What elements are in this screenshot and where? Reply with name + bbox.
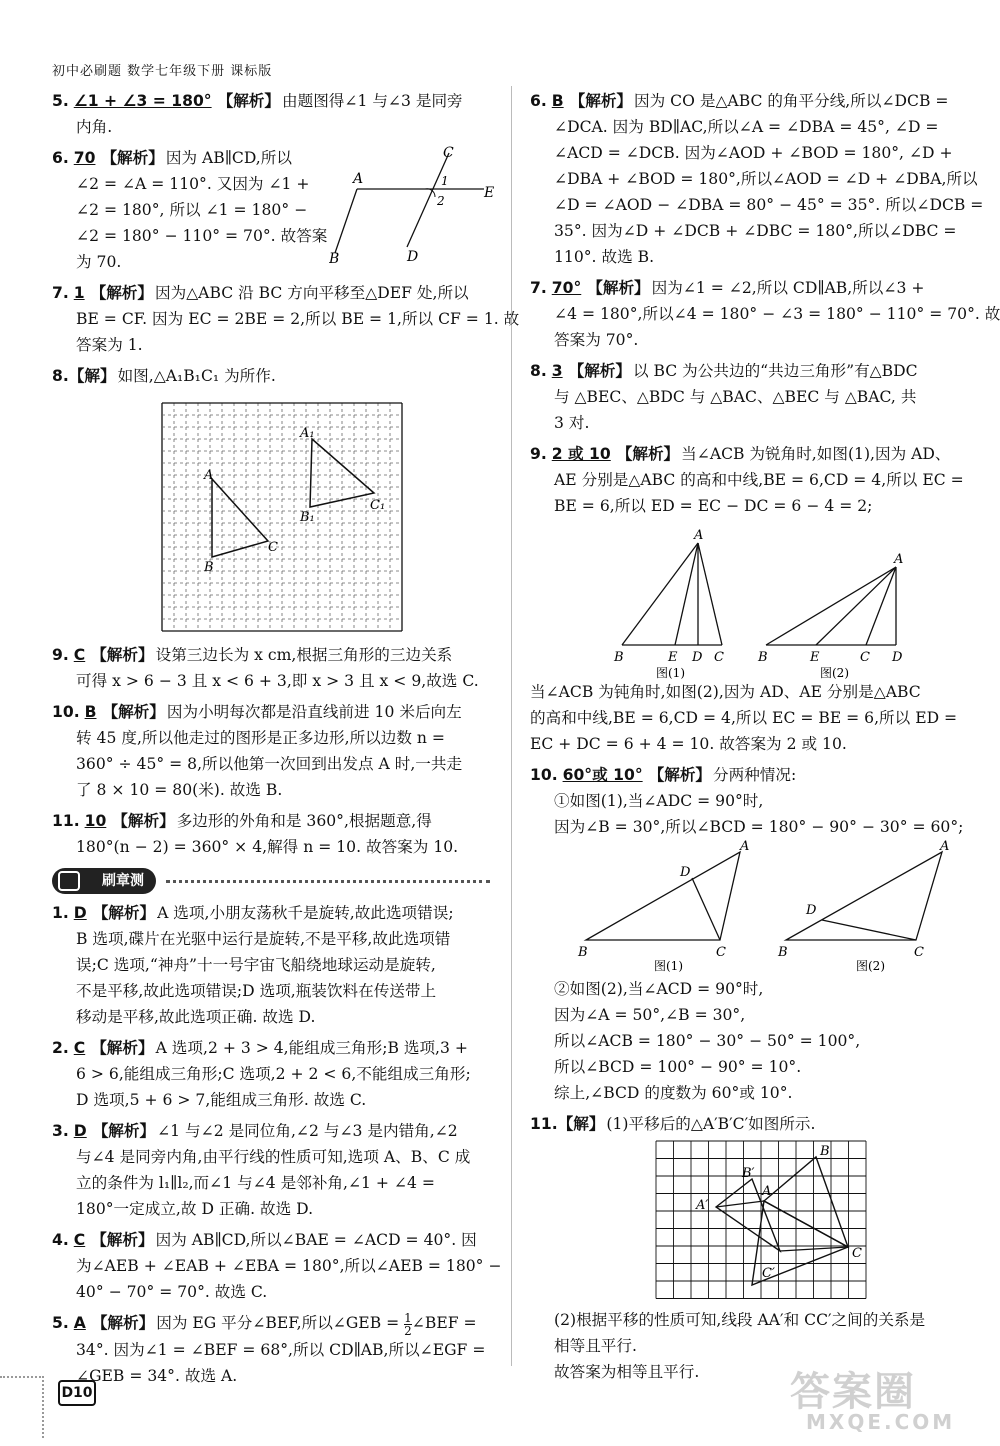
answer-value: A <box>73 1314 86 1332</box>
item-number: 9. <box>52 646 69 664</box>
fig-label: C <box>914 945 924 960</box>
fig-label: B <box>758 650 768 665</box>
triangle-figures-q10 <box>530 840 972 976</box>
answer-text: 为 70. <box>76 253 122 271</box>
watermark-url: MXQE.COM <box>806 1410 956 1434</box>
answer-c2 <box>52 1035 494 1113</box>
answer-value: ∠1 + ∠3 = 180° <box>73 92 212 110</box>
fig-label: B <box>820 1144 830 1159</box>
answer-text: 因为 CO 是△ABC 的角平分线,所以∠DCB = <box>634 92 949 110</box>
side-ac <box>866 567 896 645</box>
fig-label: B <box>204 560 214 575</box>
fig-label: C <box>716 945 726 960</box>
answer-text: 故答案为相等且平行. <box>554 1363 700 1381</box>
page-number: D10 <box>58 1380 96 1406</box>
answer-value: C <box>73 1039 86 1057</box>
figure-1 <box>577 840 749 973</box>
answer-value: D <box>73 1122 87 1140</box>
fig-label: C <box>860 650 870 665</box>
item-number: 1. <box>52 904 69 922</box>
answer-text: BE = CF. 因为 EC = 2BE = 2,所以 BE = 1,所以 CF = 1. 故 <box>76 310 520 328</box>
analysis-tag: 【解析】 <box>569 92 633 110</box>
answer-text: ∠2 = ∠A = 110°. 又因为 ∠1 + <box>76 175 310 193</box>
triangle-figures-q9 <box>530 519 972 679</box>
answer-text: (1)平移后的△A′B′C′如图所示. <box>606 1115 816 1133</box>
analysis-tag: 【解析】 <box>91 1314 155 1332</box>
analysis-tag: 【解析】 <box>102 703 165 721</box>
answer-c10 <box>530 762 972 1106</box>
section-label: 刷章测 <box>102 873 144 889</box>
answer-text: 转 45 度,所以他走过的图形是正多边形,所以边数 n = <box>76 729 445 747</box>
fig-caption: 图(2) <box>820 666 849 679</box>
answer-text: ∠DBA + ∠BOD = 180°,所以∠AOD = ∠D + ∠DBA,所以 <box>554 170 978 188</box>
fig-caption: 图(1) <box>654 959 683 973</box>
answer-text: ∠D = ∠AOD − ∠DBA = 80° − 45° = 35°. 所以∠DCB = <box>554 196 984 214</box>
fig-label: A <box>353 171 364 187</box>
answer-value: 3 <box>551 362 563 380</box>
fig-label: C <box>443 145 454 161</box>
triangle-abc <box>764 1157 848 1247</box>
answer-text: 当∠ACB 为钝角时,如图(2),因为 AD、AE 分别是△ABC <box>530 683 921 701</box>
answer-text: 与 △BEC、△BDC 与 △BAC、△BEC 与 △BAC, 共 <box>554 388 917 406</box>
answer-l7 <box>52 280 520 358</box>
fig-label: B′ <box>742 1166 755 1181</box>
answer-text: 110°. 故选 B. <box>554 248 655 266</box>
fig-label: B <box>578 945 588 960</box>
answer-text: A 选项,2 + 3 > 4,能组成三角形;B 选项,3 + <box>155 1039 468 1057</box>
analysis-tag: 【解析】 <box>90 284 153 302</box>
answer-text: ∠2 = 180° − 110° = 70°. 故答案 <box>76 227 328 245</box>
fig-label: D <box>806 903 817 918</box>
answer-text: 立的条件为 l₁∥l₂,而∠1 与∠4 是邻补角,∠1 + ∠4 = <box>76 1174 435 1192</box>
answer-text: 相等且平行. <box>554 1337 637 1355</box>
answer-text: 当∠ACB 为锐角时,如图(1),因为 AD、 <box>681 445 951 463</box>
fig-caption: 图(1) <box>656 666 685 679</box>
answer-l6 <box>52 145 494 275</box>
analysis-tag: 【解析】 <box>91 1039 154 1057</box>
answer-text: 因为∠A = 50°,∠B = 30°, <box>554 1006 746 1024</box>
answer-text: 为∠AEB + ∠EAB + ∠EBA = 180°,所以∠AEB = 180° − <box>76 1257 502 1275</box>
figure-2 <box>757 552 903 679</box>
fig-label: A′ <box>696 1198 709 1213</box>
answer-text: ∠DCA. 因为 BD∥AC,所以∠A = ∠DBA = 45°, ∠D = <box>554 118 939 136</box>
fig-label: A <box>740 840 750 854</box>
fig-label: A <box>894 552 904 567</box>
fig-label: C₁ <box>370 498 386 513</box>
analysis-tag: 【解】 <box>68 367 116 385</box>
answer-c1 <box>52 900 494 1030</box>
answer-value: D <box>73 904 87 922</box>
answer-c4 <box>52 1227 502 1305</box>
fig-label: 1 <box>441 174 449 188</box>
triangle-abc <box>786 852 942 940</box>
fig-label: D <box>692 650 703 665</box>
answer-value: C <box>73 1231 86 1249</box>
answer-text: 由题图得∠1 与∠3 是同旁 <box>282 92 463 110</box>
analysis-tag: 【解析】 <box>587 279 650 297</box>
answer-text: 180°一定成立,故 D 正确. 故选 D. <box>76 1200 314 1218</box>
fig-label: 2 <box>437 194 445 208</box>
median-ae <box>816 567 896 645</box>
answer-c9 <box>530 441 972 757</box>
answer-c5 <box>52 1310 494 1389</box>
answer-text: 综上,∠BCD 的度数为 60°或 10°. <box>554 1084 793 1102</box>
analysis-tag: 【解析】 <box>648 766 712 784</box>
answer-l5 <box>52 88 494 140</box>
answer-text: 以 BC 为公共边的“共边三角形”有△BDC <box>633 362 918 380</box>
analysis-tag: 【解析】 <box>112 812 175 830</box>
fig-label: A <box>940 840 950 854</box>
fraction-one-half <box>404 1312 412 1337</box>
figure-2 <box>777 840 949 973</box>
answer-text: 移动是平移,故此选项正确. 故选 D. <box>76 1008 316 1026</box>
segment-cd <box>692 878 720 940</box>
item-number: 11. <box>52 812 80 830</box>
fig-label: A <box>762 1184 772 1199</box>
answer-text: 40° − 70° = 70°. 故选 C. <box>76 1283 268 1301</box>
answer-value: 70° <box>551 279 582 297</box>
fig-label: A₁ <box>300 426 315 441</box>
item-number: 6. <box>52 149 69 167</box>
answer-c8 <box>530 358 972 436</box>
page-header: 初中必刷题 数学七年级下册 课标版 <box>52 64 273 79</box>
answer-text: 34°. 因为∠1 = ∠BEF = 68°,所以 CD∥AB,所以∠EGF = <box>76 1340 486 1359</box>
item-number: 5. <box>52 1314 69 1332</box>
answer-text: 因为∠B = 30°,所以∠BCD = 180° − 90° − 30° = 60°; <box>554 818 964 836</box>
item-number: 9. <box>530 445 547 463</box>
answer-value: 10 <box>84 812 107 830</box>
answer-text: 可得 x > 6 − 3 且 x < 6 + 3,即 x > 3 且 x < 9,故选 C. <box>76 672 479 690</box>
answer-text: 了 8 × 10 = 80(米). 故选 B. <box>76 781 283 799</box>
item-number: 5. <box>52 92 69 110</box>
analysis-tag: 【解析】 <box>92 904 156 922</box>
answer-text: 35°. 因为∠D + ∠DCB + ∠DBC = 180°,所以∠DBC = <box>554 222 957 240</box>
answer-text: B 选项,碟片在光驱中运行是旋转,不是平移,故此选项错 <box>76 930 451 948</box>
segment-cd <box>822 920 916 940</box>
analysis-tag: 【解】 <box>557 1115 605 1133</box>
corner-dotted-frame <box>0 1376 44 1438</box>
item-number: 7. <box>52 284 69 302</box>
answer-text: 360° ÷ 45° = 8,所以他第一次回到出发点 A 时,一共走 <box>76 755 463 773</box>
answer-text: ∠2 = 180°, 所以 ∠1 = 180° − <box>76 201 308 219</box>
item-number: 7. <box>530 279 547 297</box>
answer-text: 因为 EG 平分∠BEF,所以∠GEB = <box>156 1314 400 1332</box>
answer-text: ∠GEB = 34°. 故选 A. <box>76 1366 238 1385</box>
analysis-tag: 【解析】 <box>92 1122 156 1140</box>
answer-text: 6 > 6,能组成三角形;C 选项,2 + 2 < 6,不能组成三角形; <box>76 1065 471 1083</box>
item-number: 11. <box>530 1115 558 1133</box>
answer-text: 多边形的外角和是 360°,根据题意,得 <box>176 812 432 830</box>
answer-text: 3 对. <box>554 414 590 432</box>
answer-text: D 选项,5 + 6 > 7,能组成三角形. 故选 C. <box>76 1091 367 1109</box>
figure-1 <box>613 528 724 679</box>
fig-label: B <box>329 251 340 265</box>
answer-c11 <box>530 1111 972 1385</box>
analysis-tag: 【解析】 <box>616 445 680 463</box>
item-number: 10. <box>52 703 80 721</box>
fig-label: A <box>694 528 704 543</box>
fig-caption: 图(2) <box>856 959 885 973</box>
section-dotted-rule <box>166 880 490 883</box>
answer-text: 因为 AB∥CD,所以 <box>165 149 292 167</box>
left-column <box>52 88 520 1394</box>
item-number: 4. <box>52 1231 69 1249</box>
fig-label: E <box>484 185 494 201</box>
answer-text: 内角. <box>76 118 113 136</box>
fig-label: B <box>778 945 788 960</box>
answer-l10 <box>52 699 494 803</box>
fig-label: E <box>810 650 820 665</box>
answer-text: 因为 AB∥CD,所以∠BAE = ∠ACD = 40°. 因 <box>155 1231 477 1249</box>
answer-text: ∠ACD = ∠DCB. 因为∠AOD + ∠BOD = 180°, ∠D + <box>554 144 953 162</box>
fig-label: B₁ <box>300 510 315 525</box>
item-number: 8. <box>52 367 69 385</box>
answer-value: 2 或 10 <box>551 445 611 463</box>
grid-translation-figure-11 <box>530 1137 972 1307</box>
answer-c7 <box>530 275 1000 353</box>
answer-text: 分两种情况: <box>713 766 797 784</box>
item-number: 8. <box>530 362 547 380</box>
answer-c3 <box>52 1118 494 1222</box>
triangle-a1b1c1 <box>310 439 374 507</box>
fig-label: E <box>668 650 678 665</box>
answer-text: A 选项,小朋友荡秋千是旋转,故此选项错误; <box>157 904 454 922</box>
answer-text: (2)根据平移的性质可知,线段 AA′和 CC′之间的关系是 <box>554 1311 926 1329</box>
analysis-tag: 【解析】 <box>101 149 164 167</box>
fig-label: D <box>407 249 419 265</box>
brush-icon <box>58 871 80 891</box>
answer-l9 <box>52 642 494 694</box>
section-header-chapter-test <box>52 866 494 896</box>
parallel-lines-figure <box>329 145 494 265</box>
triangle-abc <box>586 852 740 940</box>
fig-label: D <box>680 865 691 880</box>
right-column <box>530 88 1000 1390</box>
triangle-abc <box>212 479 268 557</box>
answer-value: 1 <box>73 284 85 302</box>
answer-text: BE = 6,所以 ED = EC − DC = 6 − 4 = 2; <box>554 497 873 515</box>
column-divider <box>511 86 512 1366</box>
answer-text: ②如图(2),当∠ACD = 90°时, <box>554 980 764 998</box>
fig-label: D <box>892 650 903 665</box>
grid-translation-figure <box>52 389 494 637</box>
answer-l11 <box>52 808 494 860</box>
answer-text: ①如图(1),当∠ADC = 90°时, <box>554 792 764 810</box>
fig-label: C′ <box>762 1266 775 1281</box>
fig-label: B <box>614 650 624 665</box>
answer-text: 180°(n − 2) = 360° × 4,解得 n = 10. 故答案为 10. <box>76 838 459 856</box>
dotted-grid <box>162 403 402 631</box>
answer-value: B <box>84 703 97 721</box>
item-number: 10. <box>530 766 558 784</box>
answer-text: 答案为 1. <box>76 336 143 354</box>
answer-value: 60°或 10° <box>562 766 643 784</box>
fig-label: C <box>852 1246 862 1261</box>
answer-text: AE 分别是△ABC 的高和中线,BE = 6,CD = 4,所以 EC = <box>554 471 964 489</box>
answer-text: 因为小明每次都是沿直线前进 10 米后向左 <box>166 703 462 721</box>
answer-text: 如图,△A₁B₁C₁ 为所作. <box>117 367 276 385</box>
analysis-tag: 【解析】 <box>91 646 154 664</box>
item-number: 6. <box>530 92 547 110</box>
fraction-numerator: 1 <box>404 1310 412 1325</box>
answer-c6 <box>530 88 984 270</box>
answer-value: B <box>551 92 564 110</box>
answer-text: 所以∠BCD = 100° − 90° = 10°. <box>554 1058 802 1076</box>
fig-label: A <box>204 468 214 483</box>
answer-text: 的高和中线,BE = 6,CD = 4,所以 EC = BE = 6,所以 ED = <box>530 709 958 727</box>
fig-label: C <box>268 540 278 555</box>
answer-text: 不是平移,故此选项错误;D 选项,瓶装饮料在传送带上 <box>76 982 437 1000</box>
section-badge <box>52 868 156 894</box>
answer-text: 所以∠ACB = 180° − 30° − 50° = 100°, <box>554 1032 861 1050</box>
answer-text: ∠1 与∠2 是同位角,∠2 与∠3 是内错角,∠2 <box>157 1122 458 1140</box>
side-ab <box>766 567 896 645</box>
item-number: 3. <box>52 1122 69 1140</box>
answer-l8 <box>52 363 494 637</box>
answer-text: 因为△ABC 沿 BC 方向平移至△DEF 处,所以 <box>155 284 469 302</box>
answer-text: EC + DC = 6 + 4 = 10. 故答案为 2 或 10. <box>530 735 847 753</box>
analysis-tag: 【解析】 <box>217 92 280 110</box>
answer-text: 答案为 70°. <box>554 331 639 349</box>
answer-value: C <box>73 646 86 664</box>
item-number: 2. <box>52 1039 69 1057</box>
side-ac <box>698 543 722 645</box>
fig-label: C <box>714 650 724 665</box>
answer-text: ∠BEF = <box>411 1314 477 1332</box>
analysis-tag: 【解析】 <box>568 362 631 380</box>
answer-text: 因为∠1 = ∠2,所以 CD∥AB,所以∠3 + <box>651 279 925 297</box>
watermark-logo: 答案圈 <box>790 1369 916 1415</box>
answer-value: 70 <box>73 149 96 167</box>
analysis-tag: 【解析】 <box>91 1231 154 1249</box>
answer-text: 误;C 选项,“神舟”十一号宇宙飞船绕地球运动是旋转, <box>76 956 436 974</box>
answer-text: ∠4 = 180°,所以∠4 = 180° − ∠3 = 180° − 110° = 70°. 故 <box>554 305 1000 323</box>
answer-text: 与∠4 是同旁内角,由平行线的性质可知,选项 A、B、C 成 <box>76 1148 471 1166</box>
line-ab <box>335 189 357 253</box>
answer-text: 设第三边长为 x cm,根据三角形的三边关系 <box>155 646 453 664</box>
fraction-denominator: 2 <box>404 1323 412 1338</box>
